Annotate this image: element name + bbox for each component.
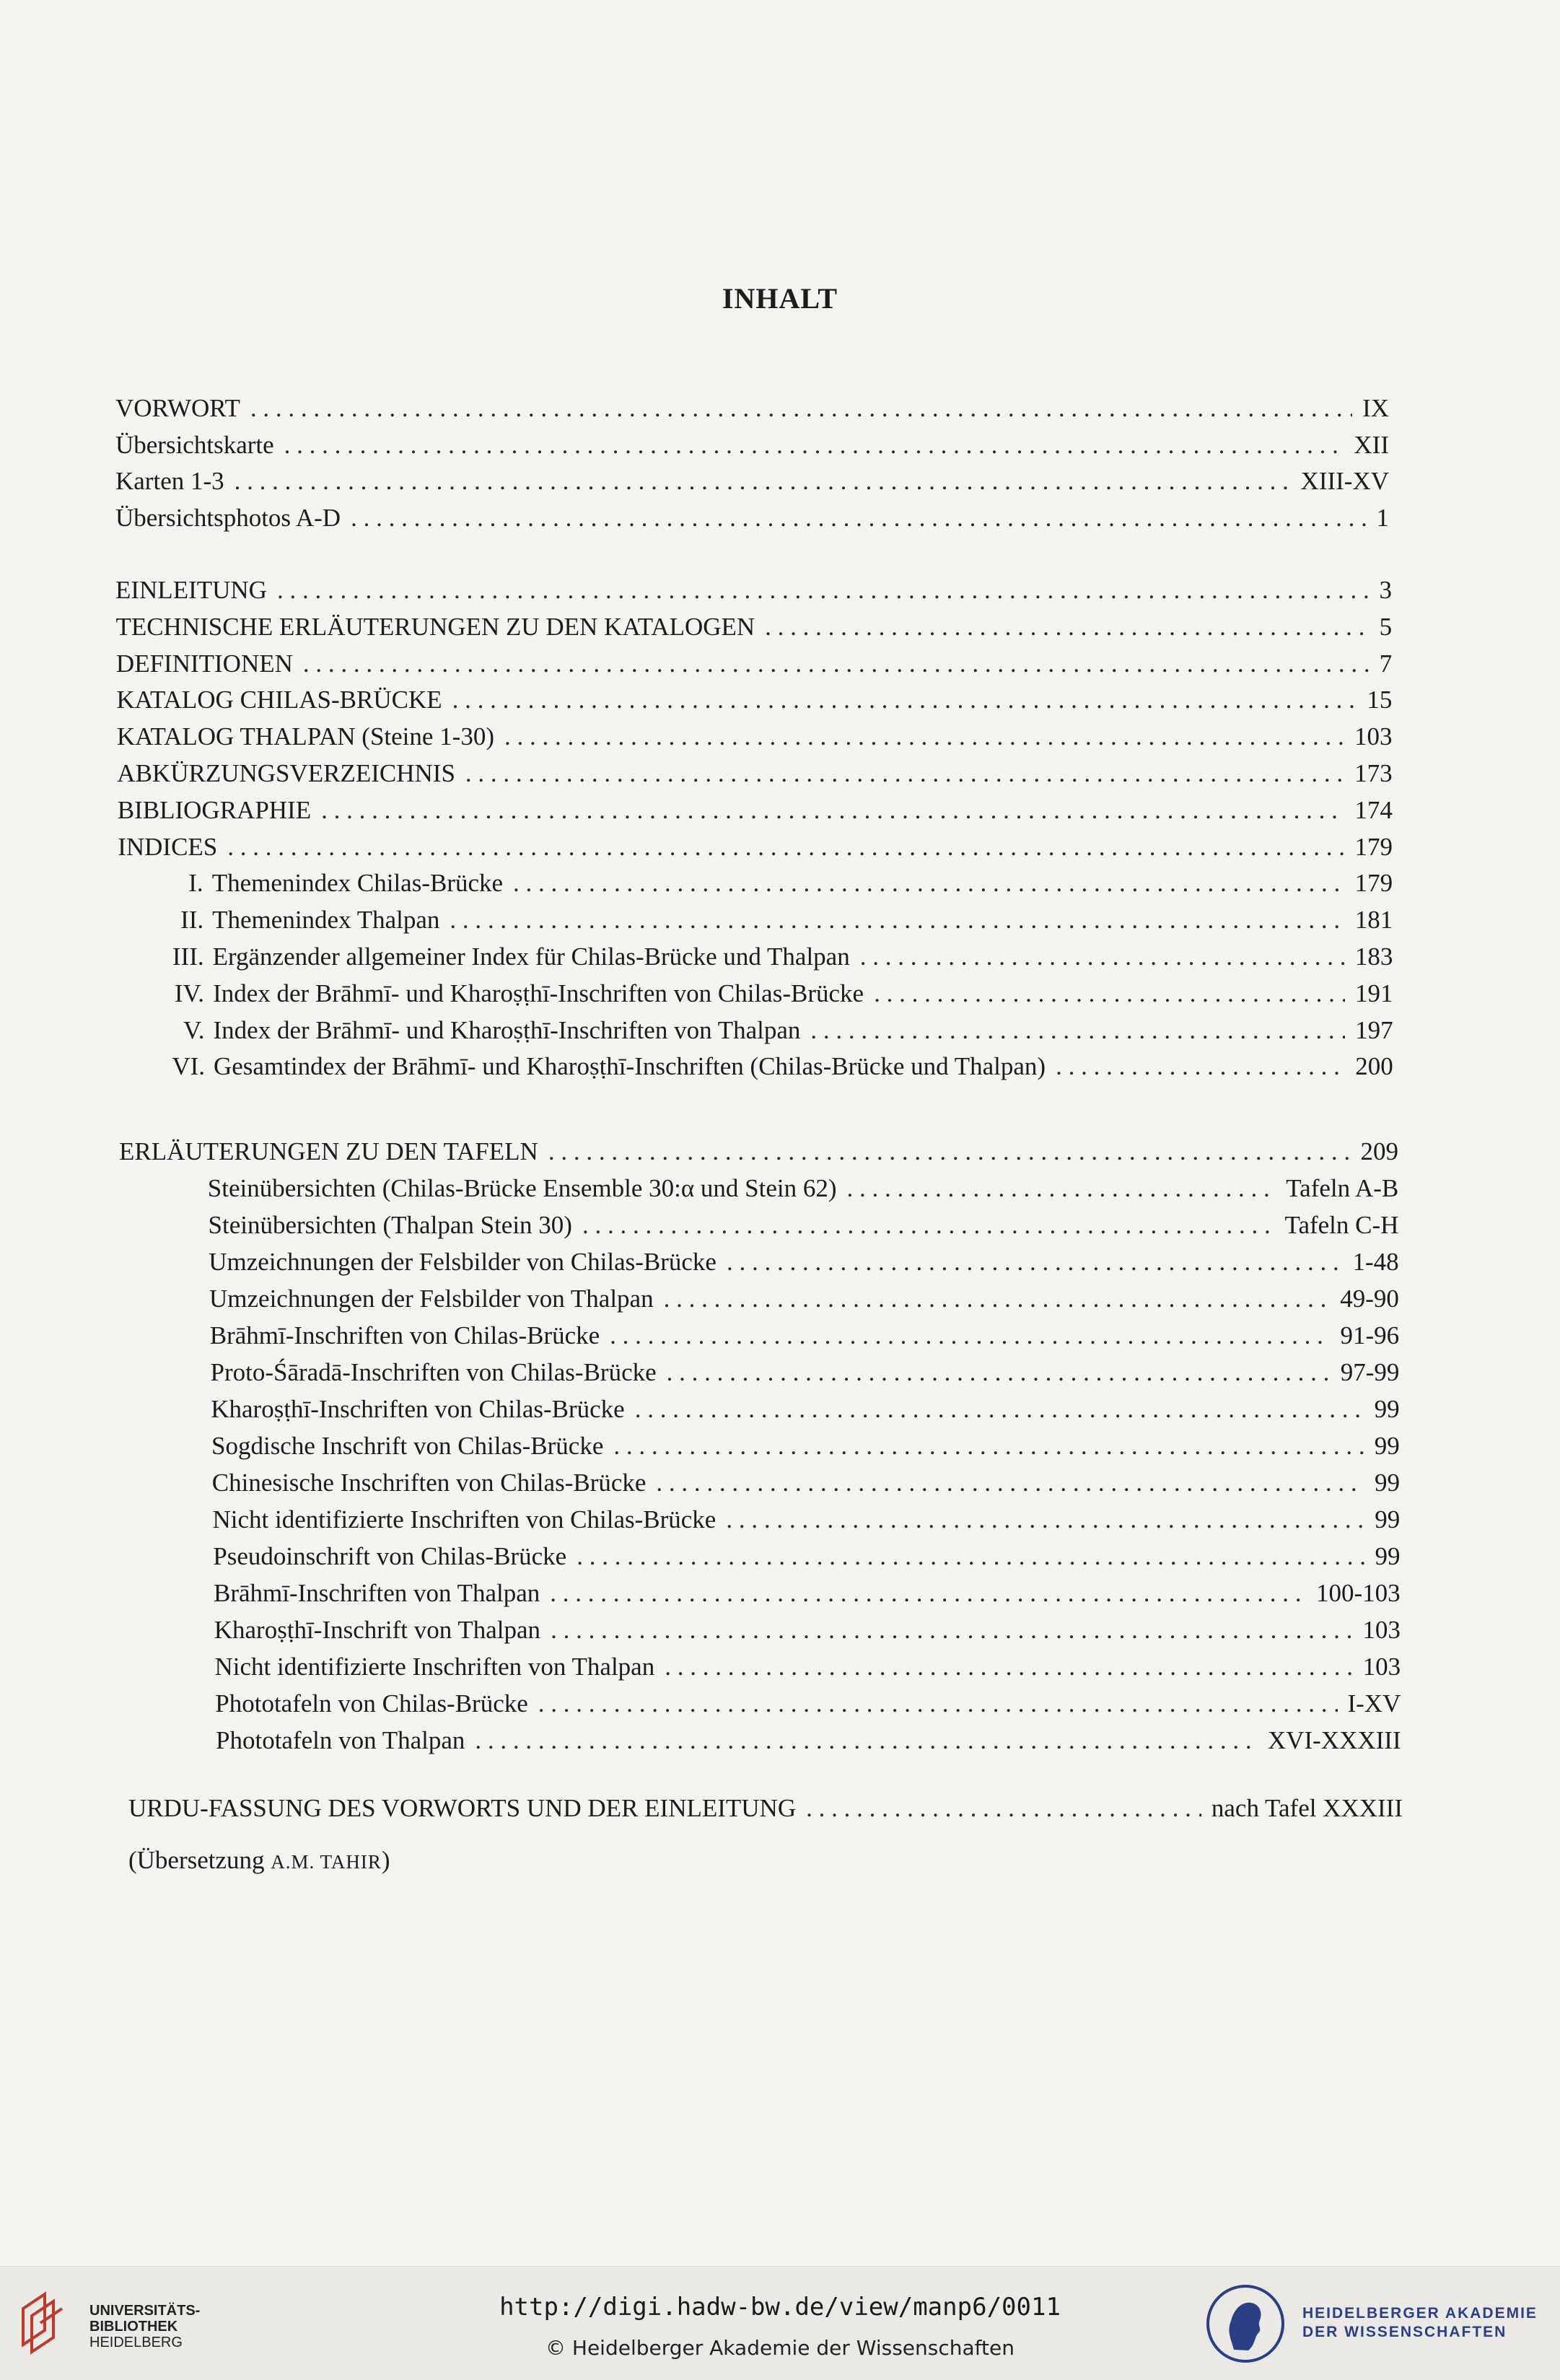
toc-entry[interactable] [209,1249,1398,1274]
toc-entry-page: 100-103 [1316,1579,1401,1607]
toc-entry-page: 5 [1379,612,1393,641]
toc-entry[interactable] [115,504,1389,533]
toc-entry-label: VORWORT [115,394,240,422]
toc-leader-dots [551,1617,1352,1642]
toc-entry-page: 99 [1375,1542,1401,1570]
toc-leader-dots [874,981,1345,1006]
toc-entry-label: Karten 1-3 [115,467,224,496]
toc-leader-dots [726,1507,1364,1532]
toc-entry-label: INDICES [118,832,218,861]
ub-line3: HEIDELBERG [89,2335,183,2350]
toc-entry[interactable] [208,1176,1398,1201]
toc-entry[interactable] [118,797,1393,823]
toc-entry-label: KATALOG THALPAN (Steine 1-30) [116,722,494,751]
toc-leader-dots [806,1795,1201,1821]
toc-entry[interactable] [214,1580,1401,1606]
toc-entry[interactable] [115,432,1389,458]
toc-leader-dots [452,687,1357,712]
toc-entry-page: 99 [1375,1505,1401,1534]
toc-entry-page: 103 [1362,1616,1401,1644]
toc-entry-label: EINLEITUNG [115,576,267,604]
toc-leader-dots [860,944,1345,969]
toc-entry-label: Ergänzender allgemeiner Index für Chilas-Brücke und Thalpan [212,942,850,971]
toc-entry-page: XIII-XV [1300,467,1389,496]
toc-leader-dots [351,505,1366,530]
toc-leader-dots [582,1212,1275,1238]
toc-entry-label: Brāhmī-Inschriften von Thalpan [214,1579,540,1607]
toc-entry[interactable] [211,1396,1399,1422]
toc-entry[interactable] [117,724,1393,749]
toc-entry-label: Kharoṣṭhī-Inschriften von Chilas-Brücke [211,1395,625,1423]
toc-entry-label: Übersichtskarte [115,430,274,459]
toc-entry-page: XII [1354,430,1389,459]
toc-entry-page: Tafeln C-H [1284,1211,1399,1239]
toc-entry-label: Steinübersichten (Thalpan Stein 30) [208,1211,572,1239]
toc-leader-dots [613,1433,1364,1458]
toc-entry-label: Index der Brāhmī- und Kharoṣṭhī-Inschriften von Chilas-Brücke [213,979,864,1007]
toc-entry-page: 174 [1354,795,1393,824]
toc-entry-label: Sogdische Inschrift von Chilas-Brücke [211,1432,604,1460]
toc-entry-label: BIBLIOGRAPHIE [117,795,312,824]
toc-leader-dots [665,1654,1352,1679]
toc-entry-label: Index der Brāhmī- und Kharoṣṭhī-Inschriften von Thalpan [213,1015,801,1044]
toc-entry[interactable] [188,869,1393,898]
toc-entry-label: Steinübersichten (Chilas-Brücke Ensemble 30:α und Stein 62) [207,1174,837,1202]
toc-entry[interactable] [209,1286,1399,1311]
toc-entry[interactable] [180,906,1393,935]
toc-leader-dots [548,1139,1351,1164]
toc-entry-label: DEFINITIONEN [115,649,293,678]
toc-entry-label: Themenindex Chilas-Brücke [211,869,504,898]
toc-entry-page: 200 [1355,1052,1393,1081]
toc-entry[interactable] [172,942,1393,971]
toc-entry[interactable] [115,468,1389,494]
note-suffix: ) [381,1846,390,1874]
toc-entry-label: ABKÜRZUNGSVERZEICHNIS [117,759,455,787]
toc-leader-dots [465,761,1344,786]
toc-leader-dots [504,724,1344,749]
toc-leader-dots [664,1286,1331,1311]
toc-entry-label: Proto-Śāradā-Inschriften von Chilas-Brücke [210,1358,657,1386]
toc-entry[interactable] [215,1691,1401,1716]
translation-note [128,1846,390,1875]
toc-entry-label: Umzeichnungen der Felsbilder von Chilas-Brücke [209,1248,717,1276]
toc-leader-dots [635,1396,1364,1422]
toc-entry-label: TECHNISCHE ERLÄUTERUNGEN ZU DEN KATALOGEN [115,612,755,641]
translator-name: A.M. TAHIR [271,1851,382,1873]
toc-entry-page: 99 [1374,1395,1400,1423]
toc-entry-page: I-XV [1347,1689,1401,1718]
toc-entry[interactable] [119,1139,1398,1164]
toc-entry[interactable] [115,614,1392,639]
toc-leader-dots [227,834,1344,859]
toc-leader-dots [538,1691,1338,1716]
toc-leader-dots [1056,1054,1345,1079]
toc-entry-page: 197 [1355,1015,1393,1044]
toc-entry-label: Pseudoinschrift von Chilas-Brücke [213,1542,567,1570]
toc-leader-dots [284,432,1344,458]
toc-leader-dots [847,1176,1276,1201]
toc-entry-page: 209 [1360,1137,1398,1165]
page-title: INHALT [722,282,838,315]
toc-entry-page: 183 [1354,942,1393,971]
hadw-logo-icon [1205,2281,1286,2366]
hadw-line1: HEIDELBERGER AKADEMIE [1302,2305,1538,2322]
toc-leader-dots [250,395,1352,421]
toc-entry-label: Nicht identifizierte Inschriften von Thalpan [214,1653,655,1681]
toc-entry[interactable] [116,651,1392,676]
toc-entry[interactable] [115,577,1392,603]
toc-entry[interactable] [211,1433,1400,1458]
toc-leader-dots [235,468,1291,494]
toc-entry-label: Gesamtindex der Brāhmī- und Kharoṣṭhī-Inschriften (Chilas-Brücke und Thalpan) [214,1052,1046,1081]
toc-entry-page: 1-48 [1352,1248,1399,1276]
toc-entry[interactable] [118,834,1393,859]
toc-leader-dots [727,1249,1343,1274]
toc-leader-dots [810,1018,1345,1043]
toc-entry-page: 179 [1354,869,1393,898]
toc-entry[interactable] [216,1728,1401,1753]
toc-entry-number: IV. [174,979,205,1007]
toc-entry[interactable] [211,1360,1400,1385]
toc-entry-page: 1 [1376,504,1389,533]
toc-entry[interactable] [210,1323,1399,1348]
toc-leader-dots [303,651,1370,676]
footer-bar [0,2266,1560,2380]
toc-entry[interactable] [209,1212,1399,1238]
toc-entry[interactable] [172,1052,1393,1081]
toc-entry-page: nach Tafel XXXIII [1211,1794,1403,1822]
toc-leader-dots [765,614,1369,639]
toc-entry[interactable] [214,1617,1401,1642]
toc-leader-dots [667,1360,1331,1385]
toc-leader-dots [550,1580,1306,1606]
toc-entry-page: 191 [1355,979,1393,1007]
toc-entry-number: III. [172,942,204,971]
toc-leader-dots [513,870,1345,896]
permalink-url[interactable]: http://digi.hadw-bw.de/view/manp6/0011 [499,2293,1061,2322]
toc-entry-label: Kharoṣṭhī-Inschrift von Thalpan [214,1616,541,1644]
toc-entry-page: 179 [1354,832,1393,861]
toc-entry-page: 103 [1354,722,1393,751]
toc-entry-label: Umzeichnungen der Felsbilder von Thalpan [209,1285,654,1313]
toc-entry[interactable] [117,761,1392,786]
toc-entry[interactable] [174,979,1393,1007]
toc-leader-dots [277,577,1370,603]
toc-entry-number: I. [188,869,203,898]
toc-entry[interactable] [115,395,1389,421]
toc-entry[interactable] [212,1470,1400,1495]
toc-entry-label: Chinesische Inschriften von Chilas-Brücke [211,1469,647,1497]
toc-entry-page: XVI-XXXIII [1267,1726,1401,1754]
toc-entry-label: Phototafeln von Chilas-Brücke [215,1689,528,1718]
toc-entry-label: Nicht identifizierte Inschriften von Chilas-Brücke [212,1505,717,1534]
toc-entry-label: KATALOG CHILAS-BRÜCKE [116,686,442,714]
toc-entry-page: 103 [1362,1653,1401,1681]
note-prefix: (Übersetzung [128,1846,271,1874]
ub-line1: UNIVERSITÄTS- [89,2303,201,2319]
toc-entry-number: VI. [172,1052,205,1081]
toc-entry-page: 49-90 [1340,1285,1399,1313]
hadw-line2: DER WISSENSCHAFTEN [1302,2324,1507,2340]
toc-entry-page: IX [1362,394,1389,422]
toc-entry-number: II. [180,906,204,935]
copyright-text: © Heidelberger Akademie der Wissenschaften [545,2336,1015,2360]
toc-entry-page: 91-96 [1340,1321,1400,1349]
toc-entry-number: V. [183,1015,205,1044]
toc-entry[interactable] [213,1544,1400,1569]
toc-entry-label: Themenindex Thalpan [212,906,440,935]
toc-entry-label: Brāhmī-Inschriften von Chilas-Brücke [209,1321,600,1349]
hadw-wordmark [1302,2304,1538,2342]
toc-entry-page: 15 [1367,686,1393,714]
ub-line2: BIBLIOTHEK [89,2319,178,2335]
toc-entry-page: 173 [1354,759,1393,787]
toc-leader-dots [450,907,1344,932]
toc-entry-label: URDU-FASSUNG DES VORWORTS UND DER EINLEITUNG [128,1794,797,1822]
toc-entry-page: Tafeln A-B [1286,1174,1399,1202]
toc-entry[interactable] [116,687,1392,712]
toc-entry-page: 3 [1379,576,1392,604]
toc-entry[interactable] [128,1795,1403,1821]
toc-entry-label: ERLÄUTERUNGEN ZU DEN TAFELN [119,1137,538,1165]
toc-leader-dots [610,1323,1330,1348]
toc-leader-dots [321,797,1344,823]
toc-entry-label: Übersichtsphotos A-D [115,504,341,533]
toc-entry-page: 99 [1374,1432,1400,1460]
toc-entry-page: 97-99 [1340,1358,1400,1386]
toc-leader-dots [656,1470,1364,1495]
toc-entry-page: 7 [1379,649,1393,678]
toc-entry[interactable] [213,1507,1401,1532]
toc-entry-page: 99 [1375,1469,1401,1497]
toc-leader-dots [475,1728,1258,1753]
toc-entry-page: 181 [1354,906,1393,935]
toc-entry-label: Phototafeln von Thalpan [216,1726,465,1754]
toc-entry[interactable] [215,1654,1401,1679]
toc-entry[interactable] [183,1015,1393,1044]
toc-leader-dots [577,1544,1364,1569]
